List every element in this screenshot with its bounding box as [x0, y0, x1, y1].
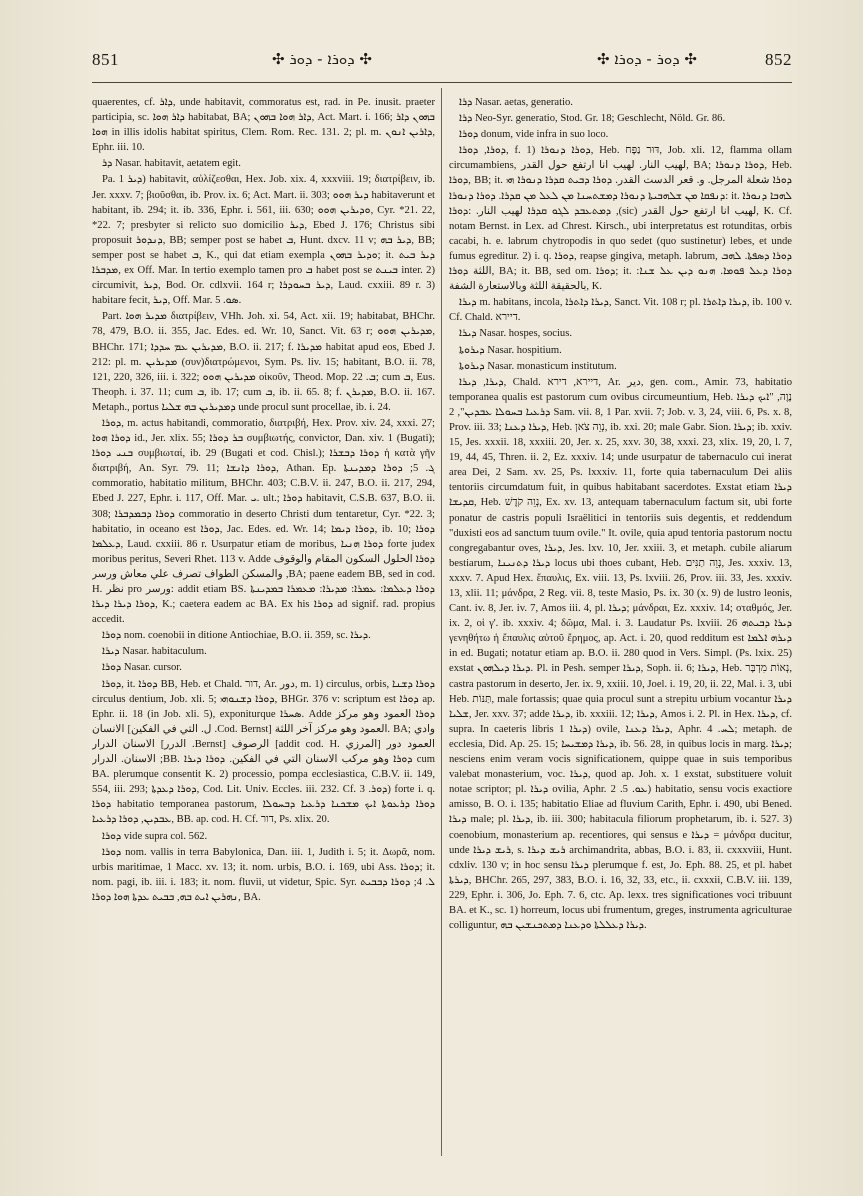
left-column: [92, 95, 435, 1155]
entry-paragraph: ܕܝܪܐ m. habitans, incola, ܕܝܪܐ ܕܐܬܪܐ, Sanct. Vit. 108 r; pl. ܕܝܪܐ ܕܐܬܪܐ, ib. 100 v. Cf. Chald. דיירא.: [449, 297, 792, 324]
entry-paragraph: ܕܘܪܐ, m. actus habitandi, commoratio, διατριβή, Hex. Prov. xiv. 24, xxxi. 27; ܕܘܪܐ ܗܘܐ id., Jer. xlix. 55; ܒܪ ܕܘܪܐ συμβιωτής, convictor, Dan. xiv. 1 (Bugati); ܒܢܝ ܕܘܪܐ συμβιωταί, ib. 29 (Bugati et cod. Chisl.); ܕܘܪܐ ܕܒܫܪܐ ἡ κατὰ γῆν διατριβή, An. Syr. 79. 11; ܕܘܪܐ ܕܐܢܫܐ, Athan. Ep. ܓ. 5; ܕܘܪܐ ܕܡܕܝܢܬܐ commoratio, habitatio militum, BHChr. 403; C.B.V. ii. 247, B.O. ii. 217, 294, Ebed J. 227, Ephr. i. 117, Off. Mar. ܝ. ult.; ܕܘܪܐ habitavit, C.S.B. 637, B.O. ii. 308; ܕܘܪܐ ܕܒܡܕܒܪܐ commoratio in deserto Christi dum tentaretur, Cyr. *22. 3; habitatio, in oceano est ܕܘܪܐ, Jac. Edes. ed. Wr. 14; ܕܘܪܐ ܕܝܡܐ, ib. 10; ܕܘܪܐ ܕܥܠܡܐ, Laud. cxxiii. 86 r. Usurpatur etiam de moribus, ܕܘܪܐ ܗܢܝܐ forte judex moribus peritus, Severi Rhet. 113 v. Adde ܕܘܪܐ الحلول السكون المقام والوقوف والمسكن الطواف تصرف علي معاش ورسر ,BA; paene eadem BB, sed in cod. H. نظر pro ورسر: addit etiam BS. ܕܘܪܐ ܕܥܠܡܐ: ܥܡܪܐ: ܡܕܝܪܐ: ܡܥܡܪܐ ܒܡܕܝܢܬܐ ܕܘܪܐ ܕܝܪܐ ܕܝܪܐ, K.; caetera eadem ac BA. Ex his ܕܘܪܐ ad signif. rad. propius accedit.: [92, 417, 435, 626]
entry-paragraph: ܕܘܪܐ nom. vallis in terra Babylonica, Dan. iii. 1, Judith i. 5; it. Δωρᾶ, nom. urbis maritimae, 1 Macc. xv. 13; it. nom. urbis, B.O. i. 169, ubi Ass. ܕܘܪܐ; it. nom. pagi, ib. iii. i. 183; it. nom. fluvii, ut videtur, Spic. Syr. ܠ. 4; ܕܘܪܐ ܕܒܒܝܬ ܢܗܪܝܢ ܐܝܬ ܒܗ, ܒܒܝܬ ܥܕܬܐ ܗܘܐ ܕܘܪܐ, BA.: [92, 846, 435, 903]
entry-paragraph: ܕܪܐ Nasar. aetas, generatio.: [459, 97, 573, 108]
entry-paragraph: ܕܪܐ Neo-Syr. generatio, Stod. Gr. 18; Geschlecht, Nöld. Gr. 86.: [459, 113, 726, 125]
entry-paragraph: ܕܝܪܐ Nasar. hospes, socius.: [459, 328, 573, 340]
entry-paragraph: ܕܘܪܐ vide supra col. 562.: [102, 830, 208, 842]
right-page-number: 852: [765, 50, 792, 69]
entry-paragraph: ܕܘܪܐ, ܕܘܪܐ, f. 1) ܕܘܪܐ ܕܢܘܪܐ, Heb. דּוּר נַפָּח, Job. xli. 12, flamma ollam circumambiens, لهيب النار. لهيب انا ارتفع حول القدر, BA; ܕܘܪܐ ܕܢܘܪܐ, Heb. ܕܘܪܐ, BB; it. ܕܘܪܐ شعلة المرجل. و. قعر الدست القدر. ܕܘܪܐ ܕܒܝܬ ܩܕܪܐ ܕܢܘܪܐ ܗܝ ܕܢܦܩܐ ܡܢ ܫܠܗܒܝܬܐ ܕܢܘܪܐ ܕܡܫܬܚܢܐ ܡܢ ܠܥܠ ܡܢ ܩܕܪܐ. ܕܘܪܐ ܕܢܘܪܐ: it. ܠܗܒܐ ܕܢܘܪܐ ܕܡܬܥܒܕ ܠܓܘ ܩܕܪܐ لهيب النار. :ܕܘܪܐ ,(sic) لهيب انا ارتفع حول القدر, K. Cf. notam Bernst. in Lex. ad Chrest. Kirsch., ubi interpretatus est rotunditas, orbis cacabi, h. e. labrum chytropodis in quo sedet (quo sustinetur) lebes, et unde fumus egreditur. 2) i. q. ܕܘܪܐ, reapse gingiva, metaph. labrum, ܕܘܪܐ ܕܣܦܬܐ. ܠܗܒ اللثة ܕܘܪܐ, BA; it. BB, sed om. ܕܘܪܐ; it. ܕܘܪܐ ܕܥܠ ܦܘܡܐ. ܗܢܘ ܕܝܢ ܥܠ ܫܢܐ: بالحقيقة اللثة وبالاستعارة الشفة, K.: [449, 145, 792, 293]
column-divider: [441, 88, 442, 1156]
entry-paragraph: ܕܘܪܐ nom. coenobii in ditione Antiochiae, B.O. ii. 359, sc. ܕܝܪܐ.: [102, 630, 371, 642]
entry-paragraph: Part. ܡܕܝܪ ܗܘܐ διατρίβειν, VHh. Joh. xi. 54, Act. xii. 19; habitabat, BHChr. 78, 479, B.O. ii. 355, Jac. Edes. ed. Wr. 10, Sanct. Vit. 63 r; ܡܕܝܪܝܢ ܗܘܘ, BHChr. 171; ܡܕܝܪܝܢ ܥܡ ܚܕܕܐ, B.O. ii. 217; f. ܡܕܝܪܐ habitat apud eos, Ebed J. 212: pl. m. ܡܕܝܪܝܢ (συν)διατρώμενοι, Sym. Ps. liv. 15; habitant, B.O. ii. 78, 121, 220, 326, iii. i. 322; ܡܕܝܪܝܢ ܗܘܘ οἰκοῦν, Theod. Mop. ܒ. 22; cum ܒ, Eus. Theoph. i. 37. 11; cum ܒ, ib. 17; cum ܒ, ib. ii. 65. 8; f. ܡܕܝܪܢ, B.O. ii. 167. Metaph., portus ܕܡܕܝܪܝܢ ܒܗ ܫܠܝܐ unde procul sunt procellae, ib. i. 24.: [92, 311, 435, 413]
entry-paragraph: ܕܪ Nasar. habitavit, aetatem egit.: [102, 158, 241, 170]
entry-paragraph: ܕܘܪܐ, it. ܕܘܪܐ BB, Heb. et Chald. דור, Ar. دور, m. 1) circulus, orbis, ܕܘܪܐ ܕܫܢܐ circulus dentium, Job. xli. 5; ܕܘܪܐ ܕܫܢܘܗܝ, BHGr. 376 v: scriptum est ܕܘܪܐ ap. Ephr. ii. 18 (in Job. xli. 5), exponiturque ܣܚܪܐ. Adde ܕܘܪܐ العمود وهو مركز الانسان [ل. التي في الفكين .Cod. Bernst] العمود وهو مركز آخر اللثة. BA; وادي الاسنان الدرار [الدرر .Bernst] الرصوف [addit cod. H. المرزي] العمود دور الاسنان. الدرار ;BB. ܕܘܪܐ وهو مركب الاسنان التي في الفكين. ܕܘܪܐ ܕܝܪܐ cum BA. plerumque consentit K. 2) processio, pompa ecclesiastica, C.B.V. ii. 149, 554, iii. 293; ܕܘܪܐ ܕܥܕܬܐ, Cod. Lit. Univ. Eccles. iii. 232. Cf. ܕܘܪ. 3) forte i. q. ܕܘܪܐ habitatio temporanea pastorum, ܕܘܪܐ ܕܪܥܘܬܐ ܐܝܟ ܡܫܟܢܐ ܕܪܥܝܐ ܕܒܚܘܠܐ ܥܒܕܝܢ, ܕܘܪܐ ܕܪܥܝܐ, BB. ap. cod. H. Cf. דור, Ps. xlix. 20.: [92, 678, 435, 826]
entry-paragraph: Pa. ܕܝܪ 1) habitavit, αὐλίζεσθαι, Hex. Job. xix. 4, xxxviii. 19; διατρίβειν, ib. Jer. xxxv. 7; βιοῦσθαι, ib. Prov. ix. 6; Act. Mart. ii. 303; ܕܝܪ ܗܘܘ habitaverunt et habitant, ib. 294; it. ib. 336, Ephr. i. 561, iii. 630; ܘܕܝܪܝܢ ܗܘܘ, Cyr. *21. 22, *22. 7; presbyter si relicto suo domicilio ܕܝܪ, Ebed J. 176; Christus sibi proposuit ܕܢܕܘܪ, BB; semper post se habet ܒ, Hunt. dxcv. 11 v; ܕܝܪ ܒܗ, BB; semper post se habet ܒ, K., qui dat etiam exempla ܘܕܝܪ ܒܗܘܢ; it. ܕܝܪ ܒܝܬ ܡܕܒܪܐ, ex Off. Mar. In tertio exemplo tamen pro ܒ habet post se ܒܝܢܬ inter. 2) circumivit, ܕܝܪ, Bod. Or. cdlxvii. 164 r; ܕܝܪ ܒܚܘܕܪܐ, Laud. cxxiii. 89 r. 3) habitare fecit, ܕܝܪ, Off. Mar. ܣܘ. 5.: [92, 174, 435, 307]
entry-paragraph: ܕܘܪܐ donum, vide infra in suo loco.: [459, 129, 609, 141]
right-column: [449, 95, 792, 1155]
header-rule: [92, 82, 792, 83]
right-running-head: ✣ ܕܘܪ - ܕܘܪܐ ✣: [597, 50, 697, 68]
entry-paragraph: quaerentes, cf. ܕܐܪ, unde habitavit, commoratus est, rad. in Pe. inusit. praeter participia, sc. ܕܐܪ ܗܘܐ habitabat, BA; ܕܐܪ ܗܘܐ ܒܗܘܢ, Act. Mart. i. 166; ܒܗܘܢ ܕܐܪ ܗܘܐ in illis idolis habitat spiritus, Clem. Rom. Rec. 131. 2; pl. m. ܕܐܪܝܢ ܐܢܘܢ, Ephr. iii. 10.: [92, 97, 435, 154]
page-header: [92, 46, 792, 76]
entry-paragraph: ܕܝܪܐ Nasar. habitaculum.: [102, 646, 207, 658]
entry-paragraph: ܕܝܪܐ, ܕܝܪܐ, Chald. דיירא, דירא, Ar. دير, gen. com., Amir. 73, habitatio temporanea qualis est pastorum cum ovibus circumeuntium, Heb. נָוֶה, "ܐܝܟ ܕܝܪܐ ܕܪܥܝܐ ܒܚܘܠܐ ܥܒܕܝܢ", 2 Sam. vii. 8, 1 Par. xvii. 7; Job. v. 3, 24, viii. 6, Ps. x. 8, Prov. iii. 33; ܕܝܪܐ ܕܥܢܐ, Heb. נְוֵה צֹאן, ib. xxi. 20; male Gabr. Sion. ܕܝܪܐ; ib. xxiv. 15, Jes. xxxii. 18, xxxiii. 20, Jer. x. 25, xxv. 30, 38, xxxi. 23, xlix. 19, 20, l. 7, 19, 44, 45, Thren. ii. 2, Ez. xxxiv. 14; unde usurpatur de tabernaculo cui inerat area Dei, 2 Sam. xv. 25, Ps. lxxxiv. 11, forte quia tabernaculum Dei aliis tentoriis circumdatum fuit, in quibus habitabant sacerdotes. Exstat etiam ܕܝܪܐ ܩܕܝܫܐ, Heb. נְוֵה קֹדֶשׁ, Ex. xv. 13, antequam tabernaculum factum sit, ubi forte ponatur de castris populi Israëlitici in tentoriis suis degentis, et reddendum "duxisti eos ad sanctum tuum ovile." It. ovile, quia apud tentoria pastorum noctu congregabantur oves, ܕܝܪܐ, Jes. lxv. 10, Jer. xxiii. 3, et metaph. cubile aliarum bestiarum, ܕܝܪܐ ܕܬܢܝܢܐ locus ubi thoes cubant, Heb. נְוֵה תַנִּים, Jes. xxxiv. 13, xxxv. 7. Apud Hex. ἔπαυλις, Ex. viii. 13, Ps. lxviii. 26, Prov. iii. 33, Jes. xxxiv. 13, xlii. 11; μάνδρα, 2 Reg. vii. 8, teste Masio, Ps. ix. 30 (x. 9) de lustro leonis, Cant. iv. 8, Jer. iv. 7, Amos iii. 4, pl. ܕܝܪܐ; μάνδραι, Ez. xxxiv. 14; σταθμός, Jer. ix. 2, οἱ γ'. ib. xxxiv. 4; δῶμα, Mal. i. 3. Laudatur Ps. lxviii. 26 ܕܝܪܐ ܕܒܝܬܗ γενηθήτω ἡ ἔπαυλις αὐτοῦ ἔρημος, ap. Act. i. 20, quod redditum est ܕܝܪܗ ܐܠܡܐ in ed. Bugati; notatur etiam ap. B.O. ii. 280 quod in Vers. Simpl. (Ps. lxix. 25) exstat ܕܝܪܐ ܕܝܠܗܘܢ. Pl. in Pesh. semper ܕܝܪܐ, Soph. ii. 6; ܕܝܪܐ, Heb. נְאוֹת מִדְבָּר, castra pastorum in deserto, Jer. ix. 9, xxiii. 10, Joel. i. 19, 20, ii. 22, Mal. i. 3, ubi Heb. תַּנּוֹת, male fortassis; quae quia procul sunt a strepitu urbium vocantur ܕܝܪܐ ܫܠܝܐ, Jer. xxv. 37; adde ܕܝܪܐ, ib. xxxiii. 12; ܕܝܪܐ, Amos i. 2. Pl. in Hex. ܕܝܪܐ, cf. supra. In caeteris libris ܕܝܪܐ 1) ovile, ܕܝܪܐ ܕܥܢܐ, Aphr. ܠܚ. 4; metaph. de ecclesia, Did. Ap. 25. 15; ܕܝܪܐ ܕܡܫܝܚܐ, ib. 56. 28, in quibus locis in marg. ܕܝܪܐ; nesciens enim veram vocis significationem, quippe quae in suis temporibus valebat monasterium, voc. ܕܝܪܐ, quod ap. Joh. x. 1 exstat, substituere voluit notae scriptor; pl. ܕܝܪܐ ovilia, Aphr. ܥܘ. 5. 2) habitatio, sensu vocis exactiore amisso, B. O. i. 135; habitatio Eliae ad fluvium Carith, Ephr. i. 490, ubi Bened. ܕܝܪܐ male; pl. ܕܝܪܐ, ib. iii. 300; habitacula filiorum prophetarum, ib. i. 527. 3) coenobium, monasterium ap. recentiores, qui sensus e ܕܝܪܐ = μάνδρα ducitur, unde ܪܝܫ ܕܝܪܐ, s. ܪܝܫ ܕܝܪܐ archimandrita, abbas, B.O. i. 83, ii. cxxxviii, Hunt. cdxliv. 130 v; in hoc sensu ܕܝܪܐ plerumque f. est, Jo. Eph. 88. 25, et pl. habet ܕܝܪܬܐ, BHChr. 265, 297, 383, B.O. i. 16, 32, 33, etc., ii. cxxxii, C.B.V. iii. 139, 229, Ephr. i. 306, Jo. Eph. 7. 6, ctc. Ap. lexx. tres significationes voci tribuunt BA. et K., sc. 1) horreum, locus ubi frumentum, greges, instrumenta agriculturae colliguntur, ܕܝܪܐ ܕܥܠܠܬܐ ܘܕܥܢܐ ܕܡܬܟܢܫܝܢ ܒܗ.: [449, 376, 792, 932]
left-page-number: 851: [92, 50, 119, 69]
left-running-head: ✣ ܕܘܪܐ - ܕܘܪ ✣: [272, 50, 372, 68]
entry-paragraph: ܕܘܪܐ Nasar. cursor.: [102, 662, 182, 674]
entry-paragraph: ܕܝܪܘܬܐ Nasar. hospitium.: [459, 344, 562, 356]
entry-paragraph: ܕܝܪܘܬܐ Nasar. monasticum institutum.: [459, 360, 617, 372]
